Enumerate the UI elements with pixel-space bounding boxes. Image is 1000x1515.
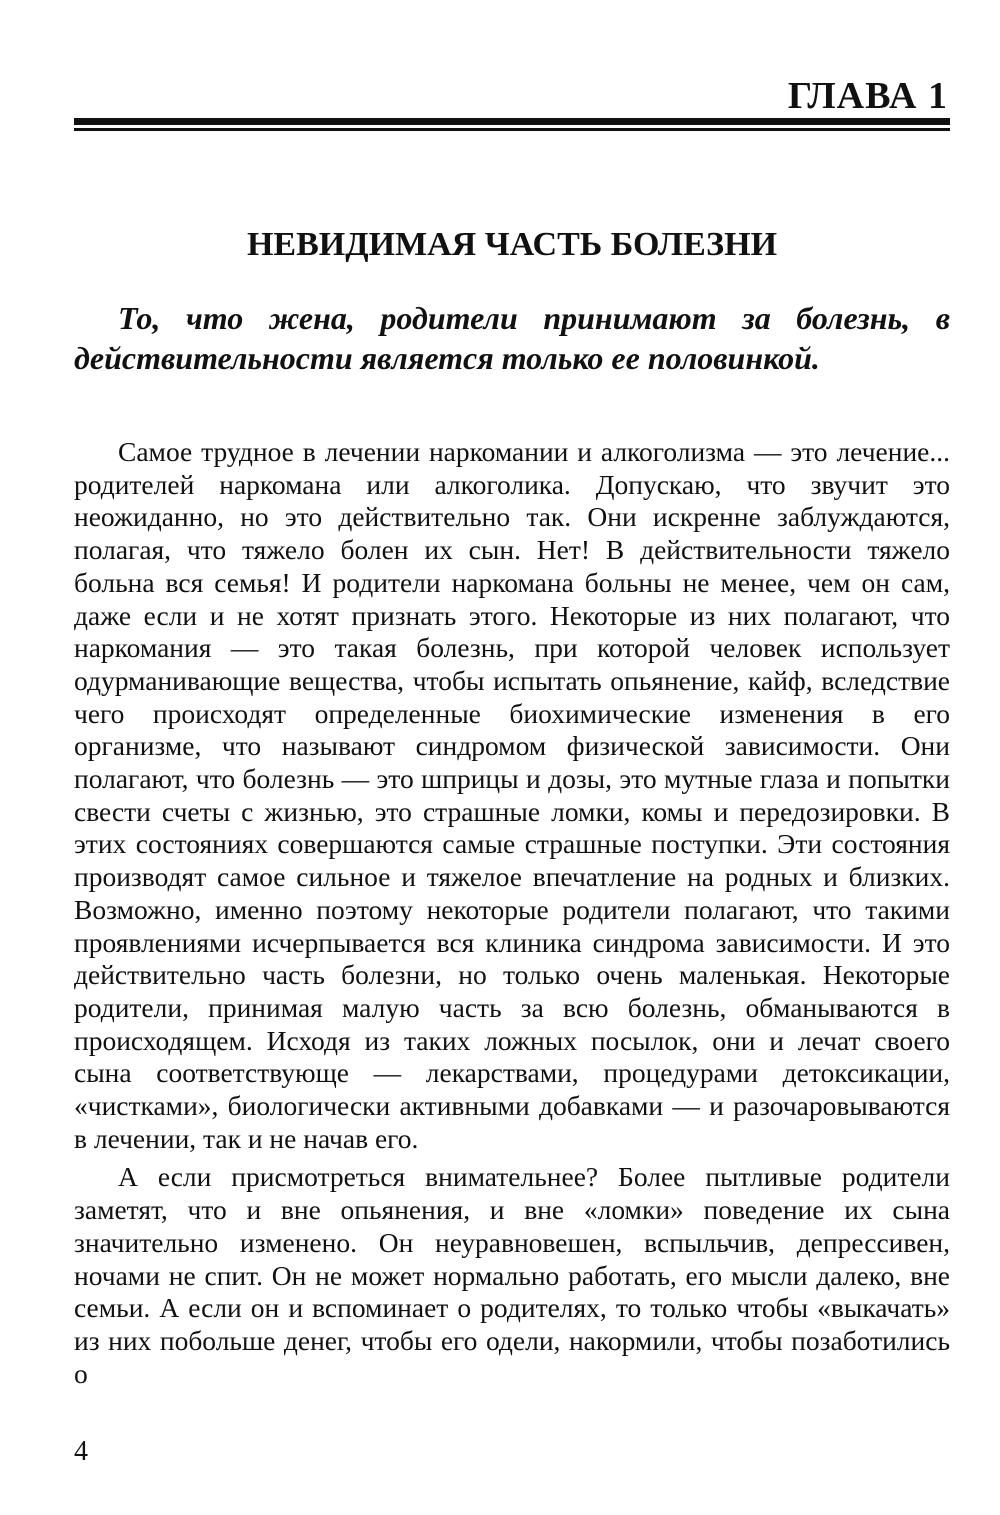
paragraph: А если присмотреться внимательнее? Более пытливые родители заметят, что и вне опьянения, и вне «ломки» поведение их сына значительно изменено. Он неуравновешен, вспыльчив, депрессивен, ночами не спит. Он не может нормально работать, его мысли далеко, вне семьи. А если он и вспоминает о родителях, то только чтобы «выкачать» из них побольше денег, чтобы его одели, накормили, чтобы позаботились о bbox=[74, 1161, 950, 1389]
chapter-divider bbox=[74, 118, 950, 132]
chapter-title: НЕВИДИМАЯ ЧАСТЬ БОЛЕЗНИ bbox=[246, 226, 778, 263]
page-number: 4 bbox=[74, 1436, 88, 1467]
divider-thin-line bbox=[74, 128, 950, 131]
divider-thick-line bbox=[74, 118, 950, 125]
chapter-label: ГЛАВА 1 bbox=[787, 75, 948, 117]
body-text bbox=[74, 436, 950, 1390]
paragraph: Самое трудное в лечении наркомании и алкоголизма — это лечение... родителей наркомана или алкоголика. Допускаю, что звучит это неожиданно, но это действительно так. Они искренне заблуждаются, полагая, что тяжело болен их сын. Нет! В действительности тяжело больна вся семья! И родители наркомана больны не менее, чем он сам, даже если и не хотят признать этого. Некоторые из них полагают, что наркомания — это такая болезнь, при которой человек использует одурманивающие вещества, чтобы испытать опьянение, кайф, вследствие чего происходят определенные биохимические изменения в его организме, что называют синдромом физической зависимости. Они полагают, что болезнь — это шприцы и дозы, это мутные глаза и попытки свести счеты с жизнью, это страшные ломки, комы и передозировки. В этих состояниях совершаются самые страшные поступки. Эти состояния производят самое сильное и тяжелое впечатление на родных и близких. Возможно, именно поэтому некоторые родители полагают, что такими проявлениями исчерпывается вся клиника синдрома зависимости. И это действительно часть болезни, но только очень маленькая. Некоторые родители, принимая малую часть за всю болезнь, обманываются в происходящем. Исходя из таких ложных посылок, они и лечат своего сына соответствующе — лекарствами, процедурами детоксикации, «чистками», биологически активными добавками — и разочаровываются в лечении, так и не начав его. bbox=[74, 436, 950, 1154]
epigraph: То, что жена, родители принимают за болезнь, в действительности является только ее половинкой. bbox=[74, 300, 950, 376]
